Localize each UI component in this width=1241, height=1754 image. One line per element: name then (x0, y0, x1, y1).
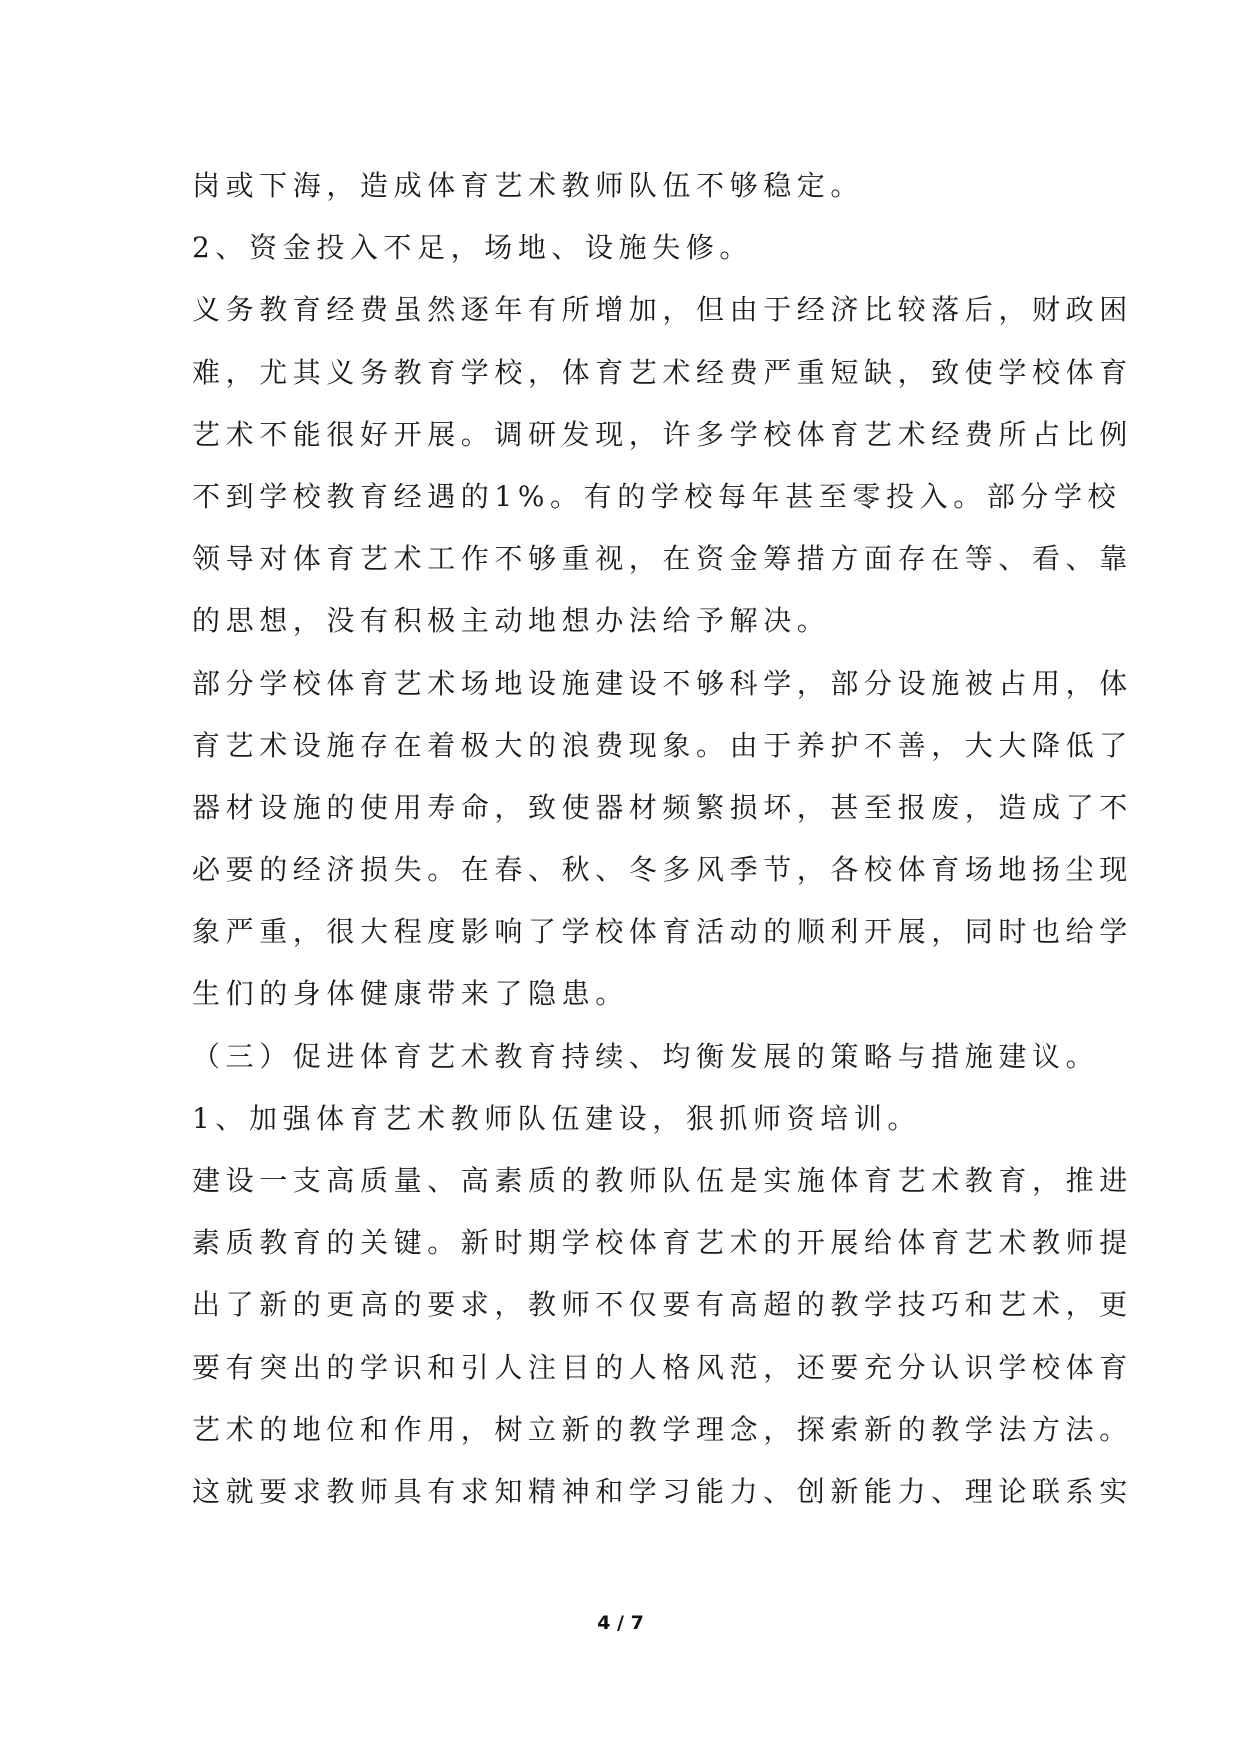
page-number: 4 / 7 (597, 1612, 644, 1634)
text-line: 艺术不能很好开展。调研发现，许多学校体育艺术经费所占比例 (192, 417, 1133, 451)
text-line: 义务教育经费虽然逐年有所增加，但由于经济比较落后，财政困 (192, 293, 1133, 327)
text-line: 艺术的地位和作用，树立新的教学理念，探索新的教学法方法。 (192, 1412, 1133, 1446)
body-text (192, 155, 1133, 1523)
section-heading-funding: 2、资金投入不足，场地、设施失修。 (192, 231, 754, 265)
text-line: 必要的经济损失。在春、秋、冬多风季节，各校体育场地扬尘现 (192, 853, 1133, 887)
section-heading-strategies: （三）促进体育艺术教育持续、均衡发展的策略与措施建议。 (192, 1039, 1100, 1073)
text-line: 的思想，没有积极主动地想办法给予解决。 (192, 604, 831, 638)
section-heading-teachers: 1、加强体育艺术教师队伍建设，狠抓师资培训。 (192, 1101, 922, 1135)
text-line: 难，尤其义务教育学校，体育艺术经费严重短缺，致使学校体育 (192, 355, 1133, 389)
text-line: 不到学校教育经遇的1%。有的学校每年甚至零投入。部分学校 (192, 479, 1122, 513)
text-line: 育艺术设施存在着极大的浪费现象。由于养护不善，大大降低了 (192, 728, 1133, 762)
text-line: 出了新的更高的要求，教师不仅要有高超的教学技巧和艺术，更 (192, 1288, 1133, 1322)
text-line: 这就要求教师具有求知精神和学习能力、创新能力、理论联系实 (192, 1474, 1133, 1508)
text-line: 建设一支高质量、高素质的教师队伍是实施体育艺术教育，推进 (192, 1164, 1133, 1197)
text-line: 器材设施的使用寿命，致使器材频繁损坏，甚至报废，造成了不 (192, 790, 1133, 824)
text-line: 象严重，很大程度影响了学校体育活动的顺利开展，同时也给学 (192, 915, 1133, 949)
text-line: 要有突出的学识和引人注目的人格风范，还要充分认识学校体育 (192, 1350, 1133, 1384)
text-line: 岗或下海，造成体育艺术教师队伍不够稳定。 (192, 169, 865, 202)
text-line: 部分学校体育艺术场地设施建设不够科学，部分设施被占用，体 (192, 666, 1133, 700)
text-line: 领导对体育艺术工作不够重视，在资金筹措方面存在等、看、靠 (192, 542, 1133, 576)
text-line: 生们的身体健康带来了隐患。 (192, 977, 629, 1011)
text-line: 素质教育的关键。新时期学校体育艺术的开展给体育艺术教师提 (192, 1226, 1133, 1260)
